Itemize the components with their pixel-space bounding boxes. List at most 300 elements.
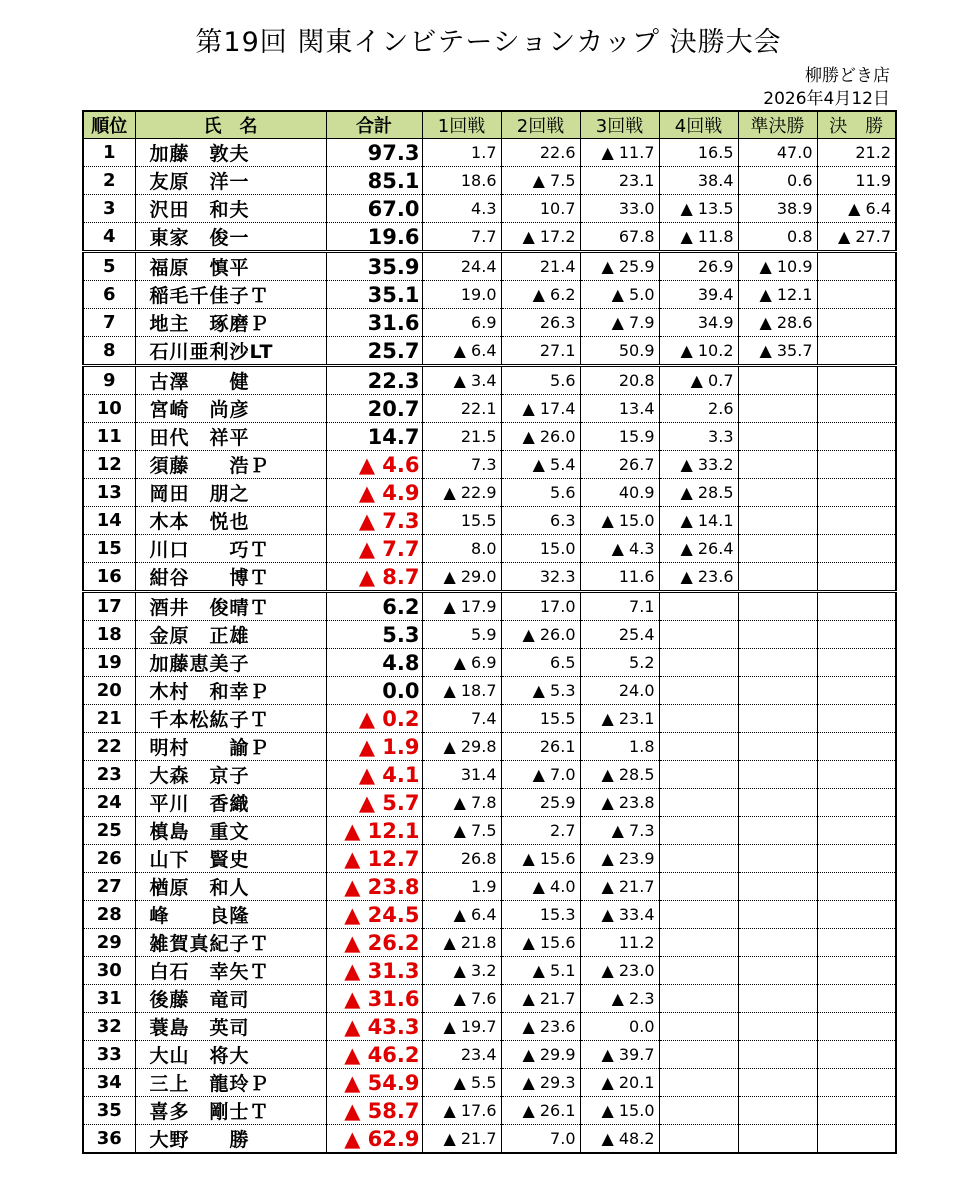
round-4-cell — [659, 1097, 738, 1125]
table-row — [83, 649, 896, 677]
semifinal-cell — [738, 563, 817, 592]
player-name-cell: 蓑島 英司 — [135, 1013, 326, 1041]
round-4-cell: ▲ 10.2 — [659, 337, 738, 366]
header-round-1: 1回戦 — [422, 111, 501, 139]
round-3-cell: ▲ 21.7 — [580, 873, 659, 901]
final-cell: 11.9 — [817, 167, 896, 195]
table-row — [83, 1069, 896, 1097]
table-row — [83, 167, 896, 195]
round-4-cell — [659, 649, 738, 677]
total-cell: ▲ 7.7 — [326, 535, 422, 563]
final-cell — [817, 592, 896, 621]
round-2-cell: ▲ 26.0 — [501, 423, 580, 451]
round-3-cell: 0.0 — [580, 1013, 659, 1041]
round-1-cell: ▲ 21.7 — [422, 1125, 501, 1154]
rank-cell: 7 — [83, 309, 135, 337]
rank-cell: 20 — [83, 677, 135, 705]
semifinal-cell — [738, 1125, 817, 1154]
table-row — [83, 507, 896, 535]
round-3-cell: 50.9 — [580, 337, 659, 366]
semifinal-cell: ▲ 35.7 — [738, 337, 817, 366]
round-4-cell: 38.4 — [659, 167, 738, 195]
table-row — [83, 223, 896, 252]
round-4-cell — [659, 1013, 738, 1041]
round-4-cell: 2.6 — [659, 395, 738, 423]
total-cell: ▲ 62.9 — [326, 1125, 422, 1154]
round-3-cell: 15.9 — [580, 423, 659, 451]
total-cell: ▲ 31.6 — [326, 985, 422, 1013]
round-1-cell: ▲ 21.8 — [422, 929, 501, 957]
final-cell — [817, 1125, 896, 1154]
header-rank: 順位 — [83, 111, 135, 139]
round-2-cell: 21.4 — [501, 252, 580, 281]
semifinal-cell — [738, 817, 817, 845]
player-name-cell: 須藤 浩Ｐ — [135, 451, 326, 479]
round-3-cell: ▲ 23.0 — [580, 957, 659, 985]
round-1-cell: 4.3 — [422, 195, 501, 223]
round-2-cell: ▲ 7.5 — [501, 167, 580, 195]
round-3-cell: 1.8 — [580, 733, 659, 761]
rank-cell: 30 — [83, 957, 135, 985]
round-1-cell: 24.4 — [422, 252, 501, 281]
round-3-cell: 5.2 — [580, 649, 659, 677]
table-row — [83, 451, 896, 479]
round-1-cell: ▲ 6.4 — [422, 337, 501, 366]
semifinal-cell — [738, 1097, 817, 1125]
round-2-cell: 7.0 — [501, 1125, 580, 1154]
round-4-cell: ▲ 33.2 — [659, 451, 738, 479]
player-name-cell: 喜多 剛士Ｔ — [135, 1097, 326, 1125]
round-3-cell: 40.9 — [580, 479, 659, 507]
rank-cell: 5 — [83, 252, 135, 281]
total-cell: ▲ 58.7 — [326, 1097, 422, 1125]
player-name-cell: 加藤 敦夫 — [135, 139, 326, 167]
final-cell — [817, 309, 896, 337]
rank-cell: 22 — [83, 733, 135, 761]
table-row — [83, 535, 896, 563]
round-4-cell — [659, 901, 738, 929]
round-3-cell: ▲ 25.9 — [580, 252, 659, 281]
semifinal-cell — [738, 507, 817, 535]
round-2-cell: ▲ 26.1 — [501, 1097, 580, 1125]
round-4-cell: ▲ 11.8 — [659, 223, 738, 252]
final-cell — [817, 621, 896, 649]
total-cell: 20.7 — [326, 395, 422, 423]
final-cell — [817, 423, 896, 451]
total-cell: 6.2 — [326, 592, 422, 621]
round-3-cell: ▲ 23.8 — [580, 789, 659, 817]
round-1-cell: 6.9 — [422, 309, 501, 337]
semifinal-cell — [738, 985, 817, 1013]
total-cell: 31.6 — [326, 309, 422, 337]
table-row — [83, 677, 896, 705]
round-2-cell: 2.7 — [501, 817, 580, 845]
final-cell — [817, 479, 896, 507]
round-3-cell: 23.1 — [580, 167, 659, 195]
header-round-2: 2回戦 — [501, 111, 580, 139]
table-row — [83, 337, 896, 366]
semifinal-cell: 38.9 — [738, 195, 817, 223]
round-2-cell: 25.9 — [501, 789, 580, 817]
round-1-cell: ▲ 5.5 — [422, 1069, 501, 1097]
player-name-cell: 沢田 和夫 — [135, 195, 326, 223]
final-cell — [817, 845, 896, 873]
semifinal-cell — [738, 1013, 817, 1041]
final-cell — [817, 929, 896, 957]
total-cell: 5.3 — [326, 621, 422, 649]
header-round-3: 3回戦 — [580, 111, 659, 139]
round-4-cell: 3.3 — [659, 423, 738, 451]
rank-cell: 27 — [83, 873, 135, 901]
round-3-cell: 26.7 — [580, 451, 659, 479]
round-4-cell — [659, 957, 738, 985]
rank-cell: 36 — [83, 1125, 135, 1154]
player-name-cell: 白石 幸矢Ｔ — [135, 957, 326, 985]
round-1-cell: ▲ 18.7 — [422, 677, 501, 705]
table-row — [83, 479, 896, 507]
semifinal-cell — [738, 395, 817, 423]
table-row — [83, 957, 896, 985]
round-4-cell: 26.9 — [659, 252, 738, 281]
rank-cell: 16 — [83, 563, 135, 592]
round-1-cell: 26.8 — [422, 845, 501, 873]
semifinal-cell: ▲ 12.1 — [738, 281, 817, 309]
header-name: 氏 名 — [135, 111, 326, 139]
table-row — [83, 1041, 896, 1069]
player-name-cell: 金原 正雄 — [135, 621, 326, 649]
round-1-cell: 8.0 — [422, 535, 501, 563]
player-name-cell: 紺谷 博Ｔ — [135, 563, 326, 592]
round-1-cell: ▲ 19.7 — [422, 1013, 501, 1041]
round-2-cell: ▲ 4.0 — [501, 873, 580, 901]
total-cell: 85.1 — [326, 167, 422, 195]
final-cell — [817, 677, 896, 705]
round-1-cell: 7.4 — [422, 705, 501, 733]
round-4-cell — [659, 733, 738, 761]
total-cell: ▲ 23.8 — [326, 873, 422, 901]
semifinal-cell — [738, 423, 817, 451]
rank-cell: 2 — [83, 167, 135, 195]
total-cell: ▲ 54.9 — [326, 1069, 422, 1097]
total-cell: ▲ 12.7 — [326, 845, 422, 873]
final-cell — [817, 252, 896, 281]
round-1-cell: 22.1 — [422, 395, 501, 423]
round-3-cell: 7.1 — [580, 592, 659, 621]
round-2-cell: ▲ 6.2 — [501, 281, 580, 309]
table-row — [83, 139, 896, 167]
round-3-cell: ▲ 20.1 — [580, 1069, 659, 1097]
rank-cell: 24 — [83, 789, 135, 817]
round-4-cell — [659, 817, 738, 845]
round-2-cell: 27.1 — [501, 337, 580, 366]
rank-cell: 18 — [83, 621, 135, 649]
round-3-cell: 25.4 — [580, 621, 659, 649]
final-cell — [817, 281, 896, 309]
round-4-cell: ▲ 23.6 — [659, 563, 738, 592]
total-cell: 4.8 — [326, 649, 422, 677]
round-4-cell: ▲ 13.5 — [659, 195, 738, 223]
header-final: 決 勝 — [817, 111, 896, 139]
round-3-cell: ▲ 39.7 — [580, 1041, 659, 1069]
semifinal-cell — [738, 761, 817, 789]
round-3-cell: ▲ 15.0 — [580, 1097, 659, 1125]
player-name-cell: 古澤 健 — [135, 366, 326, 395]
table-row — [83, 985, 896, 1013]
player-name-cell: 平川 香織 — [135, 789, 326, 817]
round-2-cell: 15.0 — [501, 535, 580, 563]
round-1-cell: 1.7 — [422, 139, 501, 167]
rank-cell: 3 — [83, 195, 135, 223]
player-name-cell: 大野 勝 — [135, 1125, 326, 1154]
round-3-cell: 11.6 — [580, 563, 659, 592]
final-cell — [817, 789, 896, 817]
round-1-cell: ▲ 7.5 — [422, 817, 501, 845]
semifinal-cell — [738, 929, 817, 957]
player-name-cell: 木本 悦也 — [135, 507, 326, 535]
player-name-cell: 後藤 竜司 — [135, 985, 326, 1013]
rank-cell: 29 — [83, 929, 135, 957]
table-row — [83, 309, 896, 337]
round-2-cell: 6.5 — [501, 649, 580, 677]
round-2-cell: 26.1 — [501, 733, 580, 761]
round-2-cell: 26.3 — [501, 309, 580, 337]
round-1-cell: 18.6 — [422, 167, 501, 195]
round-3-cell: 67.8 — [580, 223, 659, 252]
player-name-cell: 加藤恵美子 — [135, 649, 326, 677]
total-cell: 19.6 — [326, 223, 422, 252]
final-cell — [817, 985, 896, 1013]
table-row — [83, 929, 896, 957]
round-4-cell: 34.9 — [659, 309, 738, 337]
final-cell — [817, 1069, 896, 1097]
final-cell — [817, 957, 896, 985]
round-3-cell: 33.0 — [580, 195, 659, 223]
round-3-cell: 13.4 — [580, 395, 659, 423]
total-cell: ▲ 26.2 — [326, 929, 422, 957]
player-name-cell: 楢原 和人 — [135, 873, 326, 901]
round-1-cell: ▲ 6.4 — [422, 901, 501, 929]
round-4-cell — [659, 873, 738, 901]
final-cell — [817, 395, 896, 423]
player-name-cell: 大森 京子 — [135, 761, 326, 789]
total-cell: 67.0 — [326, 195, 422, 223]
round-4-cell: 39.4 — [659, 281, 738, 309]
round-1-cell: ▲ 29.0 — [422, 563, 501, 592]
round-1-cell: ▲ 7.6 — [422, 985, 501, 1013]
round-1-cell: ▲ 7.8 — [422, 789, 501, 817]
final-cell — [817, 507, 896, 535]
round-4-cell — [659, 1041, 738, 1069]
round-2-cell: 15.5 — [501, 705, 580, 733]
round-1-cell: ▲ 6.9 — [422, 649, 501, 677]
header-round-4: 4回戦 — [659, 111, 738, 139]
header-row — [83, 111, 896, 139]
final-cell: 21.2 — [817, 139, 896, 167]
rank-cell: 25 — [83, 817, 135, 845]
semifinal-cell — [738, 845, 817, 873]
final-cell — [817, 649, 896, 677]
player-name-cell: 木村 和幸Ｐ — [135, 677, 326, 705]
total-cell: ▲ 0.2 — [326, 705, 422, 733]
rank-cell: 13 — [83, 479, 135, 507]
round-2-cell: 15.3 — [501, 901, 580, 929]
round-1-cell: 5.9 — [422, 621, 501, 649]
player-name-cell: 東家 俊一 — [135, 223, 326, 252]
semifinal-cell — [738, 677, 817, 705]
page-title: 第19回 関東インビテーションカップ 決勝大会 — [195, 27, 782, 58]
semifinal-cell — [738, 479, 817, 507]
final-cell — [817, 817, 896, 845]
player-name-cell: 友原 洋一 — [135, 167, 326, 195]
player-name-cell: 岡田 朋之 — [135, 479, 326, 507]
round-1-cell: ▲ 3.4 — [422, 366, 501, 395]
final-cell — [817, 1013, 896, 1041]
final-cell — [817, 1041, 896, 1069]
total-cell: 25.7 — [326, 337, 422, 366]
final-cell — [817, 733, 896, 761]
round-3-cell: ▲ 33.4 — [580, 901, 659, 929]
total-cell: ▲ 46.2 — [326, 1041, 422, 1069]
header-semifinal: 準決勝 — [738, 111, 817, 139]
round-2-cell: ▲ 29.9 — [501, 1041, 580, 1069]
total-cell: 35.1 — [326, 281, 422, 309]
rank-cell: 23 — [83, 761, 135, 789]
round-1-cell: 21.5 — [422, 423, 501, 451]
rank-cell: 8 — [83, 337, 135, 366]
round-1-cell: 19.0 — [422, 281, 501, 309]
round-4-cell: ▲ 14.1 — [659, 507, 738, 535]
round-2-cell: ▲ 15.6 — [501, 845, 580, 873]
rank-cell: 31 — [83, 985, 135, 1013]
round-2-cell: 32.3 — [501, 563, 580, 592]
rank-cell: 21 — [83, 705, 135, 733]
final-cell: ▲ 27.7 — [817, 223, 896, 252]
table-row — [83, 1125, 896, 1154]
round-3-cell: 24.0 — [580, 677, 659, 705]
event-date: 2026年4月12日 — [763, 89, 890, 109]
player-name-cell: 宮崎 尚彦 — [135, 395, 326, 423]
round-2-cell: 5.6 — [501, 479, 580, 507]
semifinal-cell — [738, 366, 817, 395]
round-1-cell: 7.3 — [422, 451, 501, 479]
round-2-cell: ▲ 17.2 — [501, 223, 580, 252]
rank-cell: 32 — [83, 1013, 135, 1041]
results-table — [82, 110, 897, 1154]
final-cell — [817, 761, 896, 789]
final-cell — [817, 366, 896, 395]
table-row — [83, 621, 896, 649]
round-2-cell: ▲ 21.7 — [501, 985, 580, 1013]
total-cell: 0.0 — [326, 677, 422, 705]
player-name-cell: 田代 祥平 — [135, 423, 326, 451]
semifinal-cell — [738, 1041, 817, 1069]
round-3-cell: ▲ 23.1 — [580, 705, 659, 733]
final-cell — [817, 563, 896, 592]
total-cell: ▲ 1.9 — [326, 733, 422, 761]
round-4-cell: ▲ 26.4 — [659, 535, 738, 563]
round-1-cell: 31.4 — [422, 761, 501, 789]
round-2-cell: 5.6 — [501, 366, 580, 395]
semifinal-cell: ▲ 10.9 — [738, 252, 817, 281]
semifinal-cell — [738, 649, 817, 677]
round-3-cell: ▲ 15.0 — [580, 507, 659, 535]
round-3-cell: 11.2 — [580, 929, 659, 957]
player-name-cell: 山下 賢史 — [135, 845, 326, 873]
total-cell: 14.7 — [326, 423, 422, 451]
table-row — [83, 789, 896, 817]
player-name-cell: 三上 龍玲Ｐ — [135, 1069, 326, 1097]
semifinal-cell — [738, 451, 817, 479]
semifinal-cell — [738, 1069, 817, 1097]
round-2-cell: 22.6 — [501, 139, 580, 167]
player-name-cell: 福原 慎平 — [135, 252, 326, 281]
round-4-cell — [659, 929, 738, 957]
round-3-cell: ▲ 7.9 — [580, 309, 659, 337]
round-2-cell: ▲ 15.6 — [501, 929, 580, 957]
round-1-cell: ▲ 29.8 — [422, 733, 501, 761]
semifinal-cell — [738, 621, 817, 649]
table-row — [83, 761, 896, 789]
round-4-cell — [659, 845, 738, 873]
round-4-cell — [659, 1125, 738, 1154]
round-3-cell: ▲ 5.0 — [580, 281, 659, 309]
rank-cell: 12 — [83, 451, 135, 479]
round-3-cell: ▲ 48.2 — [580, 1125, 659, 1154]
round-2-cell: 17.0 — [501, 592, 580, 621]
table-row — [83, 195, 896, 223]
player-name-cell: 峰 良隆 — [135, 901, 326, 929]
table-row — [83, 423, 896, 451]
round-1-cell: ▲ 17.6 — [422, 1097, 501, 1125]
total-cell: ▲ 8.7 — [326, 563, 422, 592]
round-1-cell: 15.5 — [422, 507, 501, 535]
semifinal-cell — [738, 592, 817, 621]
rank-cell: 33 — [83, 1041, 135, 1069]
round-2-cell: 10.7 — [501, 195, 580, 223]
round-4-cell — [659, 985, 738, 1013]
rank-cell: 15 — [83, 535, 135, 563]
player-name-cell: 槙島 重文 — [135, 817, 326, 845]
round-3-cell: 20.8 — [580, 366, 659, 395]
table-row — [83, 845, 896, 873]
player-name-cell: 大山 将大 — [135, 1041, 326, 1069]
round-4-cell — [659, 677, 738, 705]
round-4-cell — [659, 592, 738, 621]
rank-cell: 6 — [83, 281, 135, 309]
total-cell: ▲ 31.3 — [326, 957, 422, 985]
player-name-cell: 千本松紘子Ｔ — [135, 705, 326, 733]
rank-cell: 4 — [83, 223, 135, 252]
player-name-cell: 明村 諭Ｐ — [135, 733, 326, 761]
rank-cell: 9 — [83, 366, 135, 395]
store-name: 柳勝どき店 — [805, 66, 890, 86]
rank-cell: 19 — [83, 649, 135, 677]
round-4-cell — [659, 1069, 738, 1097]
round-1-cell: 7.7 — [422, 223, 501, 252]
rank-cell: 35 — [83, 1097, 135, 1125]
final-cell — [817, 1097, 896, 1125]
table-row — [83, 705, 896, 733]
semifinal-cell: ▲ 28.6 — [738, 309, 817, 337]
rank-cell: 17 — [83, 592, 135, 621]
total-cell: ▲ 5.7 — [326, 789, 422, 817]
semifinal-cell — [738, 535, 817, 563]
player-name-cell: 川口 巧Ｔ — [135, 535, 326, 563]
round-1-cell: 1.9 — [422, 873, 501, 901]
table-row — [83, 395, 896, 423]
rank-cell: 14 — [83, 507, 135, 535]
round-2-cell: ▲ 7.0 — [501, 761, 580, 789]
